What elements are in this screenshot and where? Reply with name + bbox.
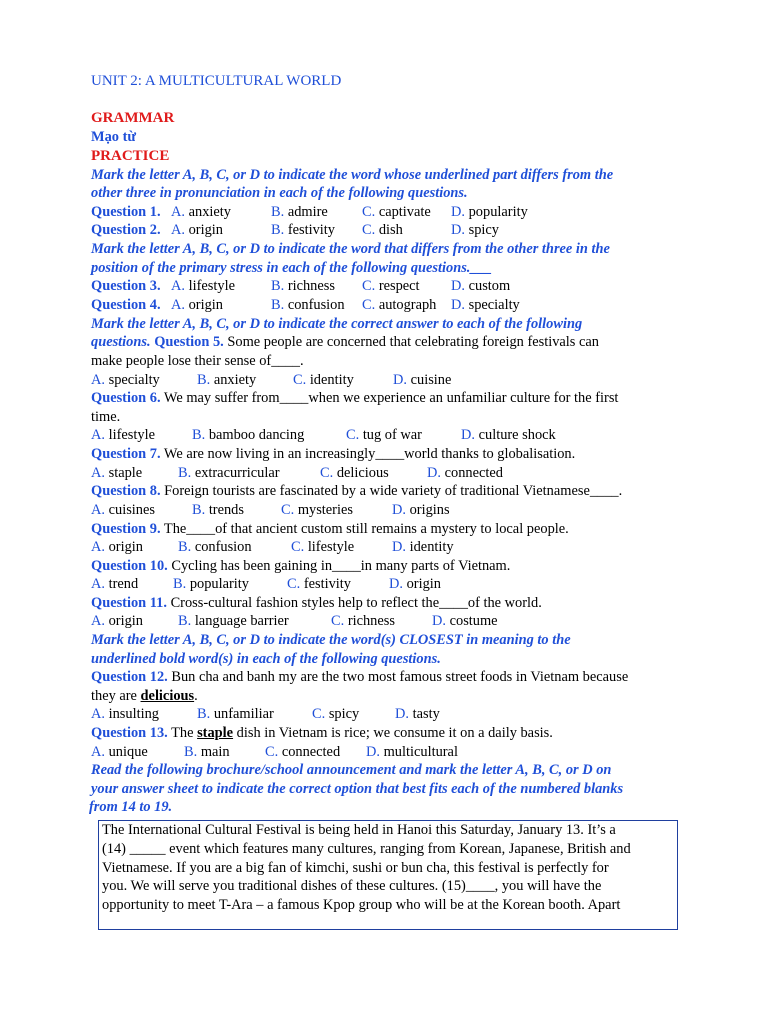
question-label: Question 2. [91,222,161,238]
question-13: Question 13. The staple dish in Vietnam is rice; we consume it on a daily basis. [91,725,553,741]
question-8-options [91,501,691,519]
option-c: C. dish [362,222,403,238]
question-label: Question 7. [91,446,161,462]
option-a: A. staple [91,465,143,481]
instruction-closest-meaning-cont: underlined bold word(s) in each of the following questions. [91,651,441,667]
instruction-closest-meaning: Mark the letter A, B, C, or D to indicate the word(s) CLOSEST in meaning to the [91,632,571,648]
option-d: D. custom [451,278,511,294]
question-label: Question 4. [91,297,161,313]
question-6-stem: time. [91,409,121,425]
question-5: questions. Question 5. Some people are concerned that celebrating foreign festivals can [91,334,599,350]
option-c: C. respect [362,278,420,294]
underlined-word: staple [197,725,234,741]
option-d: D. origin [389,576,441,592]
question-label: Question 12. [91,669,168,685]
option-d: D. origins [392,502,450,518]
question-7-options [91,464,691,482]
instruction-pronunciation-cont: other three in pronunciation in each of the following questions. [91,185,468,201]
question-3 [91,277,691,295]
question-label: Question 6. [91,390,161,406]
option-b: B. unfamiliar [197,706,274,722]
option-b: B. extracurricular [178,465,280,481]
option-a: A. origin [91,539,143,555]
question-2 [91,221,691,239]
subtopic-heading: Mạo từ [91,129,136,145]
option-c: C. connected [265,744,341,760]
question-label: Question 10. [91,558,168,574]
option-a: A. trend [91,576,139,592]
instruction-stress: Mark the letter A, B, C, or D to indicate the word that differs from the other three in the [91,241,610,257]
question-8: Question 8. Foreign tourists are fascinated by a wide variety of traditional Vietnamese____. [91,483,623,499]
option-a: A. origin [171,297,223,313]
question-label: Question 9. [91,521,161,537]
option-a: A. origin [171,222,223,238]
question-1 [91,203,691,221]
option-d: D. popularity [451,204,528,220]
question-label: Question 1. [91,204,161,220]
instruction-reading-cont: your answer sheet to indicate the correct option that best fits each of the numbered blanks [91,781,624,797]
option-a: A. specialty [91,372,160,388]
underlined-word: delicious [140,688,195,704]
question-4 [91,296,691,314]
question-12-stem: they are delicious. [91,688,198,704]
option-c: C. festivity [287,576,351,592]
option-b: B. main [184,744,230,760]
option-a: A. unique [91,744,148,760]
question-9-options [91,538,691,556]
option-b: B. richness [271,278,335,294]
option-a: A. origin [91,613,143,629]
question-13-options [91,743,691,761]
question-6: Question 6. We may suffer from____when we experience an unfamiliar culture for the first [91,390,619,406]
question-10: Question 10. Cycling has been gaining in____in many parts of Vietnam. [91,558,511,574]
passage-line: (14) _____ event which features many cultures, ranging from Korean, Japanese, British and [102,840,631,857]
question-11: Question 11. Cross-cultural fashion styles help to reflect the____of the world. [91,595,542,611]
passage-line: opportunity to meet T-Ara – a famous Kpop group who will be at the Korean booth. Apart [102,897,621,914]
option-c: C. lifestyle [291,539,355,555]
option-d: D. tasty [395,706,440,722]
option-b: B. popularity [173,576,249,592]
option-b: B. confusion [178,539,252,555]
question-label: Question 13. [91,725,168,741]
option-b: B. festivity [271,222,335,238]
option-b: B. bamboo dancing [192,427,305,443]
unit-title: UNIT 2: A MULTICULTURAL WORLD [91,73,342,89]
instruction-pronunciation: Mark the letter A, B, C, or D to indicate the word whose underlined part differs from the [91,167,614,183]
option-b: B. trends [192,502,244,518]
option-a: A. anxiety [171,204,231,220]
option-d: D. identity [392,539,454,555]
option-d: D. costume [432,613,498,629]
option-b: B. confusion [271,297,345,313]
instruction-stress-cont: position of the primary stress in each of the following questions.___ [91,260,492,276]
grammar-heading: GRAMMAR [91,110,175,126]
reading-passage-box [98,820,678,930]
option-a: A. cuisines [91,502,155,518]
option-d: D. connected [427,465,503,481]
option-c: C. tug of war [346,427,422,443]
question-7: Question 7. We are now living in an increasingly____world thanks to globalisation. [91,446,576,462]
option-b: B. anxiety [197,372,257,388]
question-label: Question 5. [154,334,224,350]
option-a: A. insulting [91,706,159,722]
option-b: B. admire [271,204,328,220]
option-c: C. mysteries [281,502,353,518]
question-12: Question 12. Bun cha and banh my are the two most famous street foods in Vietnam because [91,669,629,685]
question-5-stem: make people lose their sense of____. [91,353,304,369]
option-a: A. lifestyle [91,427,155,443]
question-12-options [91,705,691,723]
option-d: D. specialty [451,297,520,313]
question-10-options [91,575,691,593]
passage-line: Vietnamese. If you are a big fan of kimchi, sushi or bun cha, this festival is perfectly for [102,859,609,876]
question-label: Question 3. [91,278,161,294]
option-d: D. cuisine [393,372,452,388]
option-c: C. spicy [312,706,360,722]
instruction-reading: Read the following brochure/school announcement and mark the letter A, B, C, or D on [91,762,612,778]
question-label: Question 8. [91,483,161,499]
option-d: D. culture shock [461,427,556,443]
passage-line: you. We will serve you traditional dishes of these cultures. (15)____, you will have the [102,878,602,895]
instruction-reading-end: from 14 to 19. [89,799,173,815]
question-label: Question 11. [91,595,167,611]
question-9: Question 9. The____of that ancient custom still remains a mystery to local people. [91,521,569,537]
option-c: C. delicious [320,465,389,481]
option-c: C. identity [293,372,354,388]
question-5-options [91,371,691,389]
option-b: B. language barrier [178,613,289,629]
question-11-options [91,612,691,630]
practice-heading: PRACTICE [91,148,170,164]
option-c: C. autograph [362,297,437,313]
option-d: D. spicy [451,222,499,238]
option-a: A. lifestyle [171,278,235,294]
question-6-options [91,426,691,444]
instruction-correct-answer: Mark the letter A, B, C, or D to indicate the correct answer to each of the following [91,316,583,332]
option-d: D. multicultural [366,744,458,760]
option-c: C. captivate [362,204,431,220]
option-c: C. richness [331,613,395,629]
passage-line: The International Cultural Festival is being held in Hanoi this Saturday, January 13. It’s a [102,822,616,838]
